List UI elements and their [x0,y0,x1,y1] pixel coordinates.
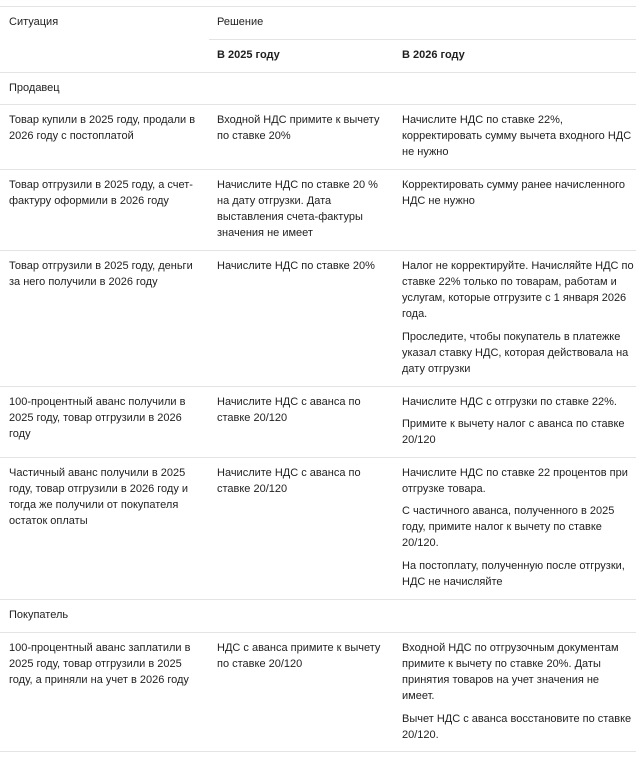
row-3-situation: Товар отгрузили в 2025 году, деньги за него получили в 2026 году [9,260,193,288]
header-divider [0,72,636,73]
row-divider [0,457,636,458]
row-6-2025: НДС с аванса примите к вычету по ставке 20/120 [217,642,381,670]
group-buyer: Покупатель [9,609,69,621]
row-5-2026-p2: С частичного аванса, полученного в 2025 году, примите налог к вычету по ставке 20/120. [402,505,615,549]
row-4-2025: Начислите НДС с аванса по ставке 20/120 [217,396,361,424]
row-5-2026-p3: На постоплату, полученную после отгрузки, НДС не начисляйте [402,560,625,588]
row-divider [0,632,636,633]
row-2-2025: Начислите НДС по ставке 20 % на дату отгрузки. Дата выставления счета-фактуры значения не имеет [217,179,378,239]
row-1-2025: Входной НДС примите к вычету по ставке 20% [217,114,380,142]
row-3-2026-p1: Налог не корректируйте. Начисляйте НДС по ставке 22% только по товарам, работам и услугам, которые отгрузите с 1 января 2026 года. [402,260,634,320]
row-4-situation: 100-процентный аванс получили в 2025 году, товар отгрузили в 2026 году [9,396,186,440]
row-4-2026-p2: Примите к вычету налог с аванса по ставке 20/120 [402,418,625,446]
row-divider [0,104,636,105]
row-1-2026 [402,112,634,160]
row-2-2026-p1: Корректировать сумму ранее начисленного НДС не нужно [402,179,625,207]
row-3-2025: Начислите НДС по ставке 20% [217,260,375,272]
row-6-2026-p2: Вычет НДС с аванса восстановите по ставке 20/120. [402,713,632,741]
row-divider [0,169,636,170]
row-5-situation: Частичный аванс получили в 2025 году, товар отгрузили в 2026 году и тогда же получили от покупателя остаток оплаты [9,467,189,527]
row-divider [0,599,636,600]
row-2-situation: Товар отгрузили в 2025 году, а счет-фактуру оформили в 2026 году [9,179,193,207]
header-subdivider [209,39,636,40]
header-situation: Ситуация [9,16,59,28]
table-border-bottom [0,751,636,752]
row-6-2026-p1: Входной НДС по отгрузочным документам примите к вычету по ставке 20%. Даты принятия товаров на учет значения не имеет. [402,642,619,702]
header-decision: Решение [217,16,264,28]
row-2-2026 [402,177,634,209]
row-4-2026-p1: Начислите НДС с отгрузки по ставке 22%. [402,396,617,408]
group-seller: Продавец [9,82,60,94]
row-1-2026-p1: Начислите НДС по ставке 22%, корректировать сумму вычета входного НДС не нужно [402,114,632,158]
row-5-2026-p1: Начислите НДС по ставке 22 процентов при отгрузке товара. [402,467,628,495]
row-1-situation: Товар купили в 2025 году, продали в 2026 году с постоплатой [9,114,196,142]
table-border-top [0,6,636,7]
row-divider [0,250,636,251]
row-5-2025: Начислите НДС с аванса по ставке 20/120 [217,467,361,495]
row-divider [0,386,636,387]
header-year-2025: В 2025 году [217,49,280,61]
row-3-2026-p2: Проследите, чтобы покупатель в платежке указал ставку НДС, которая действовала на дату отгрузки [402,331,629,375]
header-year-2026: В 2026 году [402,49,465,61]
row-6-situation: 100-процентный аванс заплатили в 2025 году, товар отгрузили в 2025 году, а приняли на учет в 2026 году [9,642,191,686]
